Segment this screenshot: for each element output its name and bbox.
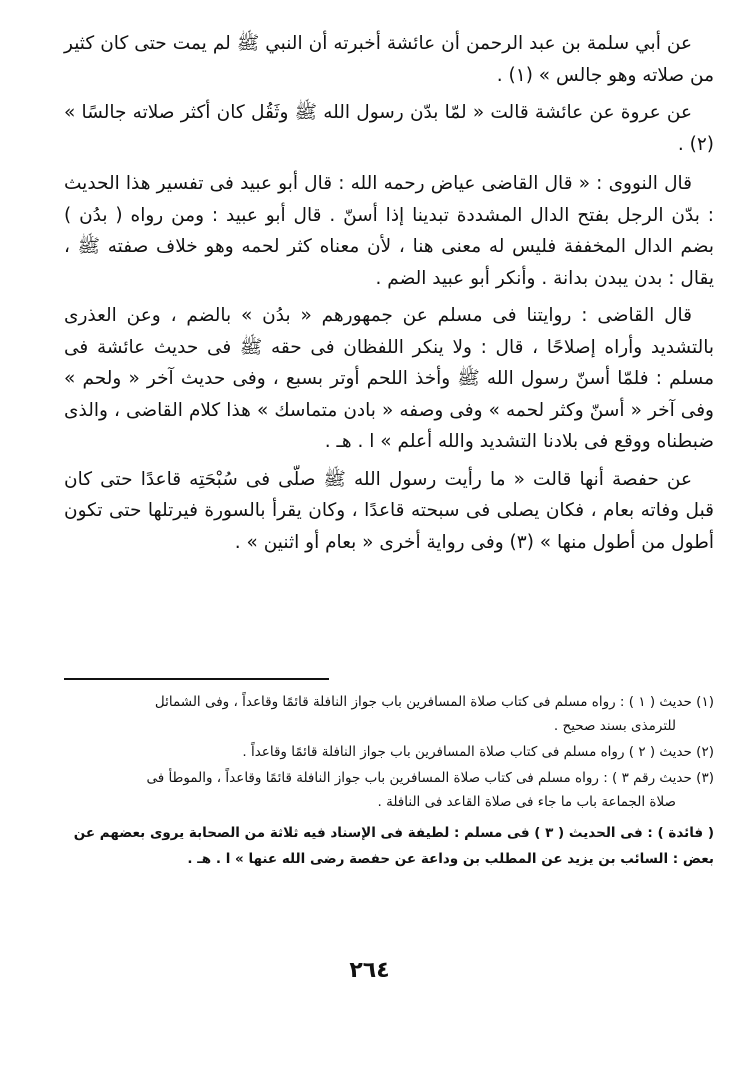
footnote-1-text: حديث ( ١ ) : رواه مسلم فى كتاب صلاة المسافرين باب جواز النافلة قائمًا وقاعداً ، وفى الشمائل bbox=[154, 694, 692, 710]
footnote-3-text: حديث رقم ٣ ) : رواه مسلم فى كتاب صلاة المسافرين باب جواز النافلة قائمًا وقاعداً ، والموطأ فى bbox=[146, 770, 692, 786]
page-number: ٢٦٤ bbox=[349, 958, 390, 983]
footnote-2-label: (٢) bbox=[696, 744, 714, 760]
footnote-1 bbox=[64, 690, 714, 738]
footnote-3 bbox=[64, 766, 714, 814]
footnote-1-continuation: للترمذى بسند صحيح . bbox=[553, 718, 676, 734]
footnotes bbox=[64, 690, 714, 874]
main-text bbox=[64, 28, 714, 564]
paragraph-1: عن أبي سلمة بن عبد الرحمن أن عائشة أخبرته أن النبي ﷺ لم يمت حتى كان كثير من صلاته وهو جالس » (١) . bbox=[64, 33, 714, 86]
paragraph-2: عن عروة عن عائشة قالت « لمّا بدّن رسول الله ﷺ وثَقُل كان أكثر صلاته جالسًا » (٢) . bbox=[64, 102, 714, 155]
paragraph-3: قال النووى : « قال القاضى عياض رحمه الله : قال أبو عبيد فى تفسير هذا الحديث : بدّن الرجل بفتح الدال المشددة تبدينا إذا أسنّ . قال أبو عبيد : ومن رواه ( بدُن ) بضم الدال المخففة فليس له معنى هنا ، لأن معناه كثر لحمه وهو خلاف صفته ﷺ ، يقال : بدن يبدن بدانة . وأنكر أبو عبيد الضم . bbox=[64, 173, 714, 289]
footnote-2-text: حديث ( ٢ ) رواه مسلم فى كتاب صلاة المسافرين باب جواز النافلة قائمًا وقاعداً . bbox=[242, 744, 692, 760]
footnote-3-continuation: صلاة الجماعة باب ما جاء فى صلاة القاعد فى النافلة . bbox=[377, 794, 676, 810]
footnote-1-label: (١) bbox=[696, 694, 714, 710]
paragraph-5: عن حفصة أنها قالت « ما رأيت رسول الله ﷺ صلّى فى سُبْحَتِه قاعدًا حتى كان قبل وفاته بعام ، فكان يصلى فى سبحته قاعدًا ، وكان يقرأ بالسورة فيرتلها حتى تكون أطول من أطول منها » (٣) وفى رواية أخرى « بعام أو اثنين » . bbox=[64, 468, 714, 553]
footnote-2 bbox=[64, 740, 714, 764]
footnote-divider bbox=[64, 678, 329, 680]
paragraph-4: قال القاضى : روايتنا فى مسلم عن جمهورهم « بدُن » بالضم ، وعن العذرى بالتشديد وأراه إصلاحًا ، قال : ولا ينكر اللفظان فى حقه ﷺ فى حديث عائشة فى مسلم : فلمّا أسنّ رسول الله ﷺ وأخذ اللحم أوتر بسبع ، وفى حديث آخر « ولحم » وفى آخر « أسنّ وكثر لحمه » وفى وصفه « بادن متماسك » هذا كلام القاضى ، والذى ضبطناه ووقع فى بلادنا التشديد والله أعلم » ا . هـ . bbox=[64, 305, 714, 452]
footnote-3-label: (٣) bbox=[696, 770, 714, 786]
benefit-note: ( فائدة ) : فى الحديث ( ٣ ) فى مسلم : لطيفة فى الإسناد فيه ثلاثة من الصحابة يروى بعضهم عن بعض : السائب بن يزيد عن المطلب بن وداعة عن حفصة رضى الله عنها » ا . هـ . bbox=[73, 825, 714, 867]
